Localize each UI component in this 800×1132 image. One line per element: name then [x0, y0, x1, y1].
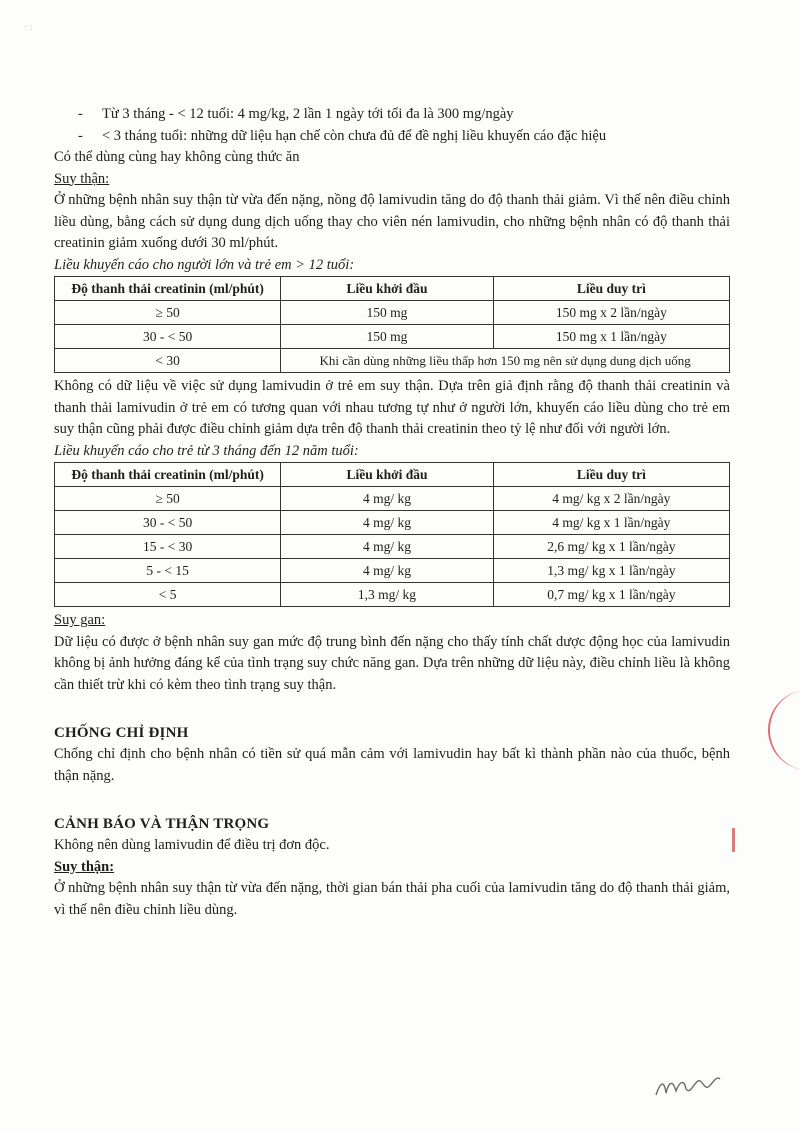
food-note: Có thể dùng cùng hay không cùng thức ăn	[54, 149, 300, 165]
table-row	[55, 583, 730, 607]
table-row	[55, 559, 730, 583]
table-cell: 1,3 mg/ kg x 1 lần/ngày	[493, 559, 729, 583]
renal-heading: Suy thận:	[54, 170, 110, 187]
table-cell: 5 - < 15	[55, 559, 281, 583]
contraindication-heading: CHỐNG CHỈ ĐỊNH	[54, 725, 189, 741]
column-header: Liều duy trì	[493, 463, 729, 487]
column-header: Độ thanh thải creatinin (ml/phút)	[55, 463, 281, 487]
children-paragraph: Không có dữ liệu về việc sử dụng lamivudin ở trẻ em suy thận. Dựa trên giả định rằng độ thanh thải creatinin và thanh thải lamivudin ở trẻ em có tương quan với nhau tương tự như ở người lớn, khuyến cáo liều dùng cho trẻ em suy thận cũng phải được điều chỉnh giảm dựa trên độ thanh thải creatinin theo tỷ lệ như đối với người lớn.	[54, 378, 730, 437]
contraindication-paragraph: Chống chỉ định cho bệnh nhân có tiền sử quá mẫn cảm với lamivudin hay bất kì thành phần nào của thuốc, bệnh thận nặng.	[54, 746, 730, 784]
table-cell: 1,3 mg/ kg	[281, 583, 493, 607]
adult-table-caption: Liều khuyến cáo cho người lớn và trẻ em > 12 tuổi:	[54, 256, 355, 273]
table-row	[55, 487, 730, 511]
table-cell: ≥ 50	[55, 301, 281, 325]
table-header-row	[55, 277, 730, 301]
warnings-renal-heading: Suy thận:	[54, 858, 115, 875]
table-header-row	[55, 463, 730, 487]
table-cell: 30 - < 50	[55, 511, 281, 535]
dosage-bullet-2: - < 3 tháng tuổi: những dữ liệu hạn chế còn chưa đủ để đề nghị liều khuyến cáo đặc hiệu	[54, 125, 730, 147]
table-row	[55, 301, 730, 325]
table-cell: 4 mg/ kg	[281, 487, 493, 511]
table-cell: ≥ 50	[55, 487, 281, 511]
column-header: Độ thanh thải creatinin (ml/phút)	[55, 277, 281, 301]
table-cell: 4 mg/ kg	[281, 535, 493, 559]
child-table-caption: Liều khuyến cáo cho trẻ từ 3 tháng đến 12 năm tuổi:	[54, 442, 359, 459]
column-header: Liều khởi đầu	[281, 277, 493, 301]
table-row	[55, 511, 730, 535]
table-cell-merged: Khi cần dùng những liều thấp hơn 150 mg nên sử dụng dung dịch uống	[281, 349, 730, 373]
warnings-renal-paragraph: Ở những bệnh nhân suy thận từ vừa đến nặng, thời gian bán thải pha cuối của lamivudin tăng do độ thanh thải giảm, vì thế nên điều chỉnh liều dùng.	[54, 880, 730, 918]
table-cell: 150 mg	[281, 325, 493, 349]
table-cell: 4 mg/ kg x 1 lần/ngày	[493, 511, 729, 535]
table-row	[55, 325, 730, 349]
adult-dosage-table	[54, 276, 730, 373]
stamp-speck	[732, 828, 735, 852]
warnings-line: Không nên dùng lamivudin để điều trị đơn độc.	[54, 837, 330, 853]
column-header: Liều khởi đầu	[281, 463, 493, 487]
dosage-bullet-1: - Từ 3 tháng - < 12 tuổi: 4 mg/kg, 2 lần 1 ngày tới tối đa là 300 mg/ngày	[54, 103, 730, 125]
table-cell: 4 mg/ kg	[281, 559, 493, 583]
document-page	[54, 103, 730, 921]
handwritten-initials	[650, 1065, 730, 1105]
table-cell: 150 mg	[281, 301, 493, 325]
table-cell: 0,7 mg/ kg x 1 lần/ngày	[493, 583, 729, 607]
table-cell: 150 mg x 2 lần/ngày	[493, 301, 729, 325]
hepatic-heading: Suy gan:	[54, 612, 106, 628]
table-cell: 150 mg x 1 lần/ngày	[493, 325, 729, 349]
table-cell: 4 mg/ kg	[281, 511, 493, 535]
warnings-heading: CẢNH BÁO VÀ THẬN TRỌNG	[54, 816, 270, 832]
stamp-edge-mark	[768, 690, 800, 770]
table-cell: 4 mg/ kg x 2 lần/ngày	[493, 487, 729, 511]
renal-paragraph: Ở những bệnh nhân suy thận từ vừa đến nặng, nồng độ lamivudin tăng do độ thanh thải giảm. Vì thế nên điều chỉnh liều dùng, bằng cách sử dụng dung dịch uống thay cho viên nén lamivudin, cho những bệnh nhân có độ thanh thải creatinin giảm xuống dưới 30 ml/phút.	[54, 192, 730, 251]
scan-speck: · :	[24, 22, 33, 33]
column-header: Liều duy trì	[493, 277, 729, 301]
table-cell: 15 - < 30	[55, 535, 281, 559]
table-row	[55, 535, 730, 559]
hepatic-paragraph: Dữ liệu có được ở bệnh nhân suy gan mức độ trung bình đến nặng cho thấy tính chất dược động học của lamivudin không bị ảnh hưởng đáng kể của tình trạng suy chức năng gan. Dựa trên những dữ liệu này, điều chỉnh liều là không cần thiết trừ khi có kèm theo tình trạng suy thận.	[54, 633, 730, 693]
table-row	[55, 349, 730, 373]
table-cell: 2,6 mg/ kg x 1 lần/ngày	[493, 535, 729, 559]
table-cell: < 30	[55, 349, 281, 373]
table-cell: 30 - < 50	[55, 325, 281, 349]
child-dosage-table	[54, 462, 730, 607]
table-cell: < 5	[55, 583, 281, 607]
